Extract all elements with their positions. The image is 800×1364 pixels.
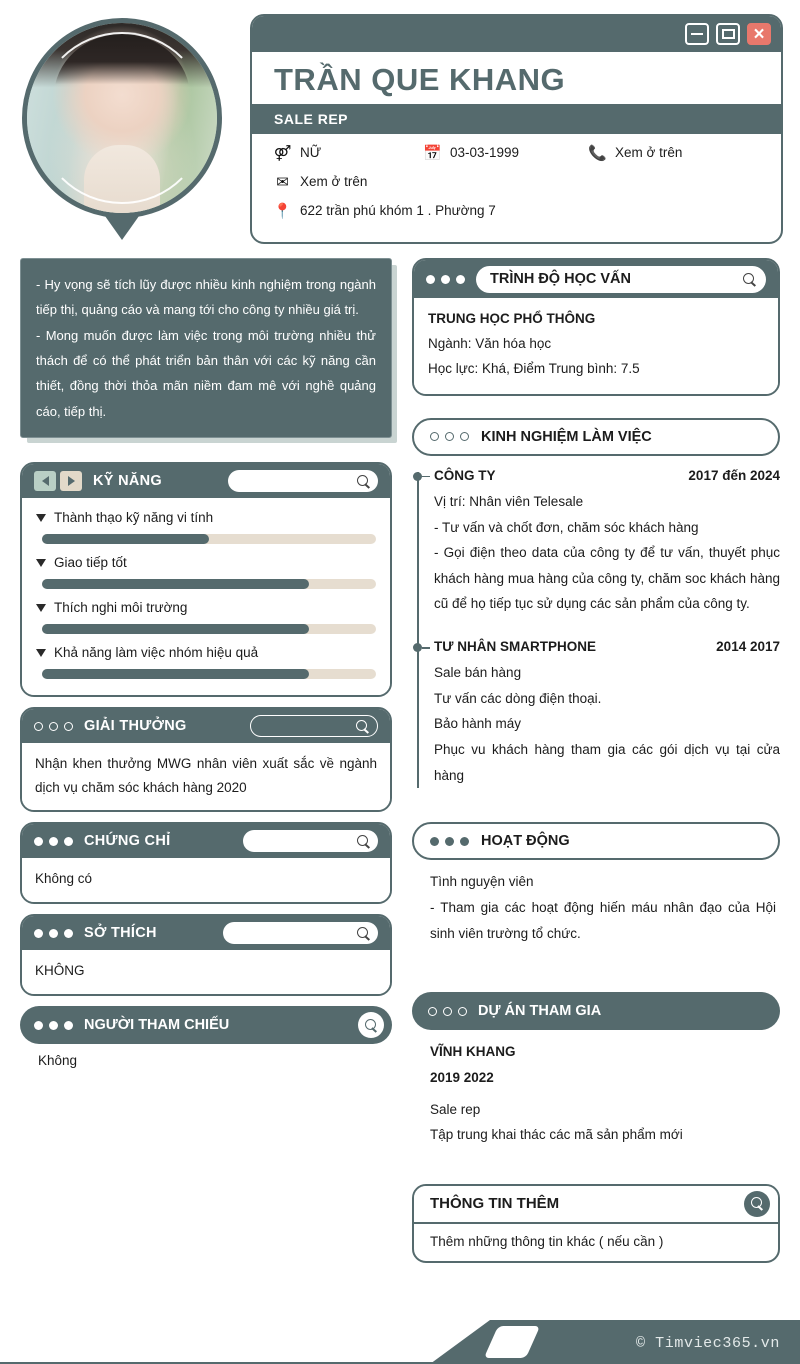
search-icon	[357, 835, 370, 848]
skill-bar-fill	[42, 534, 209, 544]
dot	[34, 929, 43, 938]
dots-indicator	[34, 1021, 73, 1030]
dot	[64, 722, 73, 731]
experience-line: - Tư vấn và chốt đơn, chăm sóc khách hàng	[434, 519, 699, 535]
dot	[443, 1007, 452, 1016]
dot	[64, 837, 73, 846]
next-button[interactable]	[60, 471, 82, 491]
header-card	[250, 14, 783, 244]
dots-indicator	[426, 275, 465, 284]
education-title-pill	[476, 266, 766, 293]
dots-indicator	[428, 1007, 467, 1016]
triangle-down-icon	[36, 559, 46, 567]
dots-indicator	[430, 432, 469, 441]
education-title: TRÌNH ĐỘ HỌC VẤN	[490, 271, 631, 287]
skill-bar-fill	[42, 579, 309, 589]
minimize-button[interactable]	[685, 23, 709, 45]
close-button[interactable]	[747, 23, 771, 45]
close-icon: ×	[753, 23, 765, 45]
candidate-name: TRẦN QUE KHANG	[274, 62, 566, 97]
education-grade: Học lực: Khá, Điểm Trung bình: 7.5	[428, 360, 640, 376]
experience-line: Tư vấn các dòng điện thoại.	[434, 690, 602, 706]
dot	[64, 929, 73, 938]
hobbies-title: SỞ THÍCH	[84, 925, 157, 942]
references-search-button[interactable]	[358, 1012, 384, 1038]
experience-lines	[434, 660, 780, 788]
objective-line-1: - Hy vọng sẽ tích lũy được nhiều kinh nghiệm trong ngành tiếp thị, quảng cáo và mang tới cho công ty nhiều giá trị.	[36, 277, 376, 318]
activities-header	[412, 822, 780, 860]
awards-card	[20, 707, 392, 812]
dot	[460, 837, 469, 846]
search-icon	[365, 1019, 378, 1032]
education-header	[414, 260, 778, 298]
skill-label-row	[36, 555, 376, 570]
skill-label-row	[36, 510, 376, 525]
timeline-dot-icon	[413, 472, 422, 481]
education-major: Ngành: Văn hóa học	[428, 335, 552, 351]
photo-pointer-icon	[105, 216, 139, 240]
projects-body	[412, 1030, 780, 1148]
skill-label-row	[36, 645, 376, 660]
experience-line: - Gọi điện theo data của công ty để tư vấn, thuyết phục khách hàng mua hàng của công ty, chăm soc khách hàng cũ để họ tiếp tục sử dụng các sản phẩm của công ty.	[434, 545, 780, 612]
skill-bar-fill	[42, 624, 309, 634]
contact-birthday	[424, 144, 589, 161]
activities-title: HOẠT ĐỘNG	[481, 833, 570, 850]
certificates-header	[22, 824, 390, 858]
contact-block	[252, 134, 781, 219]
skill-item	[36, 645, 376, 679]
experience-timeline	[412, 468, 780, 788]
skill-label: Thành thạo kỹ năng vi tính	[54, 510, 214, 526]
dot	[49, 929, 58, 938]
experience-date: 2017 đến 2024	[688, 467, 780, 483]
experience-org: TƯ NHÂN SMARTPHONE	[434, 639, 596, 655]
profile-photo	[22, 18, 222, 218]
dots-indicator	[34, 837, 73, 846]
hobbies-search-input[interactable]	[223, 922, 378, 944]
projects-header	[412, 992, 780, 1030]
triangle-down-icon	[36, 649, 46, 657]
awards-title: GIẢI THƯỞNG	[84, 718, 187, 735]
dot	[428, 1007, 437, 1016]
references-title: NGƯỜI THAM CHIẾU	[84, 1017, 230, 1034]
references-header	[20, 1006, 392, 1044]
contact-address	[274, 202, 496, 219]
skill-label: Giao tiếp tốt	[54, 555, 127, 571]
search-icon	[356, 720, 369, 733]
skill-bar-track	[42, 624, 376, 634]
gender-icon: ⚤	[273, 144, 292, 162]
experience-item-header	[434, 639, 780, 654]
experience-lines	[434, 489, 780, 617]
search-icon[interactable]	[743, 273, 756, 286]
certificates-search-input[interactable]	[243, 830, 378, 852]
window-titlebar	[252, 16, 781, 52]
experience-item	[434, 468, 780, 617]
skill-bar-track	[42, 579, 376, 589]
dot	[458, 1007, 467, 1016]
certificates-title: CHỨNG CHỈ	[84, 833, 171, 850]
location-pin-icon: 📍	[273, 202, 292, 220]
phone-value: Xem ở trên	[615, 145, 683, 160]
skill-item	[36, 510, 376, 544]
gender-value: NỮ	[300, 145, 322, 160]
dot	[445, 432, 454, 441]
page-footer	[0, 1306, 800, 1364]
dot	[430, 432, 439, 441]
skills-nav	[34, 471, 82, 491]
experience-item-header	[434, 468, 780, 483]
hobbies-header	[22, 916, 390, 950]
contact-gender	[274, 144, 424, 161]
more-info-title: THÔNG TIN THÊM	[430, 1195, 560, 1213]
dots-indicator	[34, 929, 73, 938]
skills-card	[20, 462, 392, 697]
dot	[64, 1021, 73, 1030]
activities-card	[412, 822, 780, 946]
more-info-header	[414, 1186, 778, 1224]
email-value: Xem ở trên	[300, 174, 368, 189]
skill-label: Thích nghi môi trường	[54, 600, 188, 616]
minimize-icon	[691, 33, 703, 36]
experience-item	[434, 639, 780, 788]
project-date: 2019 2022	[430, 1069, 494, 1085]
dot	[460, 432, 469, 441]
dot	[49, 837, 58, 846]
contact-row-3	[274, 202, 759, 219]
skill-bar-track	[42, 669, 376, 679]
education-body	[414, 298, 778, 394]
more-info-text: Thêm những thông tin khác ( nếu cần )	[430, 1233, 664, 1249]
portrait-image	[27, 23, 217, 213]
dot	[34, 1021, 43, 1030]
search-icon	[357, 927, 370, 940]
project-name: VĨNH KHANG	[430, 1044, 516, 1060]
dot	[456, 275, 465, 284]
experience-header	[412, 418, 780, 456]
skills-body	[22, 498, 390, 695]
project-line: Sale rep	[430, 1101, 481, 1117]
projects-card	[412, 992, 780, 1148]
experience-line: Sale bán hàng	[434, 665, 522, 681]
phone-icon: 📞	[588, 144, 607, 162]
contact-row-2	[274, 173, 759, 190]
arrow-right-icon	[68, 476, 75, 486]
certificates-text: Không có	[22, 858, 390, 902]
skill-bar-fill	[42, 669, 309, 679]
photo-ring	[22, 18, 222, 218]
skill-item	[36, 600, 376, 634]
references-text: Không	[38, 1053, 78, 1069]
education-school: TRUNG HỌC PHỔ THÔNG	[428, 311, 596, 326]
certificates-card	[20, 822, 392, 904]
contact-email	[274, 173, 367, 190]
activities-line: Tình nguyện viên	[430, 874, 534, 890]
job-title: SALE REP	[252, 104, 781, 134]
dot	[441, 275, 450, 284]
experience-title: KINH NGHIỆM LÀM VIỆC	[481, 428, 652, 445]
footer-credit: © Timviec365.vn	[635, 1335, 780, 1352]
awards-text: Nhận khen thưởng MWG nhân viên xuất sắc về ngành dịch vụ chăm sóc khách hàng 2020	[22, 743, 390, 810]
more-info-card	[412, 1184, 780, 1263]
skill-label-row	[36, 600, 376, 615]
maximize-icon	[722, 29, 735, 39]
skill-item	[36, 555, 376, 589]
dot	[445, 837, 454, 846]
activities-body	[412, 860, 780, 946]
skill-bar-track	[42, 534, 376, 544]
awards-search-input[interactable]	[250, 715, 378, 737]
experience-card	[412, 418, 780, 788]
experience-org: CÔNG TY	[434, 467, 496, 483]
skill-label: Khả năng làm việc nhóm hiệu quả	[54, 645, 259, 661]
hobbies-card	[20, 914, 392, 996]
address-value: 622 trần phú khóm 1 . Phường 7	[300, 203, 496, 218]
dot	[49, 722, 58, 731]
experience-line: Phục vu khách hàng tham gia các gói dịch vụ tại cửa hàng	[434, 742, 780, 783]
experience-date: 2014 2017	[716, 639, 780, 655]
right-column	[412, 258, 780, 1263]
maximize-button[interactable]	[716, 23, 740, 45]
experience-line: Bảo hành máy	[434, 716, 522, 732]
projects-title: DỰ ÁN THAM GIA	[478, 1003, 602, 1020]
birthday-value: 03-03-1999	[450, 145, 520, 160]
skills-title: KỸ NĂNG	[93, 473, 162, 490]
calendar-icon: 📅	[423, 144, 442, 162]
activities-line: - Tham gia các hoạt động hiến máu nhân đạo của Hội sinh viên trường tổ chức.	[430, 899, 776, 941]
arrow-left-icon	[42, 476, 49, 486]
hobbies-text: KHÔNG	[22, 950, 390, 994]
awards-header	[22, 709, 390, 743]
dot	[426, 275, 435, 284]
objective-box	[20, 258, 392, 438]
objective-line-2: - Mong muốn được làm việc trong môi trường nhiều thử thách để có thể phát triển bản thân với các kỹ năng cần thiết, đồng thời thỏa mãn niềm đam mê với nghề quảng cáo, tiếp thị.	[36, 327, 376, 419]
contact-phone	[589, 144, 682, 161]
search-icon	[751, 1197, 764, 1210]
search-icon	[357, 475, 370, 488]
dot	[430, 837, 439, 846]
skills-header	[22, 464, 390, 498]
name-bar	[252, 52, 781, 104]
envelope-icon: ✉	[276, 173, 289, 191]
education-card	[412, 258, 780, 396]
skills-search-input[interactable]	[228, 470, 378, 492]
experience-line: Vị trí: Nhân viên Telesale	[434, 493, 584, 509]
footer-slant-shape	[430, 1320, 490, 1364]
more-info-search-button[interactable]	[744, 1191, 770, 1217]
references-card	[20, 1006, 392, 1068]
timeline-dot-icon	[413, 643, 422, 652]
project-line: Tập trung khai thác các mã sản phẩm mới	[430, 1127, 683, 1143]
dot	[34, 722, 43, 731]
prev-button[interactable]	[34, 471, 56, 491]
contact-row-1	[274, 144, 759, 161]
dots-indicator	[34, 722, 73, 731]
left-column	[20, 258, 392, 1068]
dots-indicator	[430, 837, 469, 846]
dot	[49, 1021, 58, 1030]
triangle-down-icon	[36, 514, 46, 522]
triangle-down-icon	[36, 604, 46, 612]
dot	[34, 837, 43, 846]
